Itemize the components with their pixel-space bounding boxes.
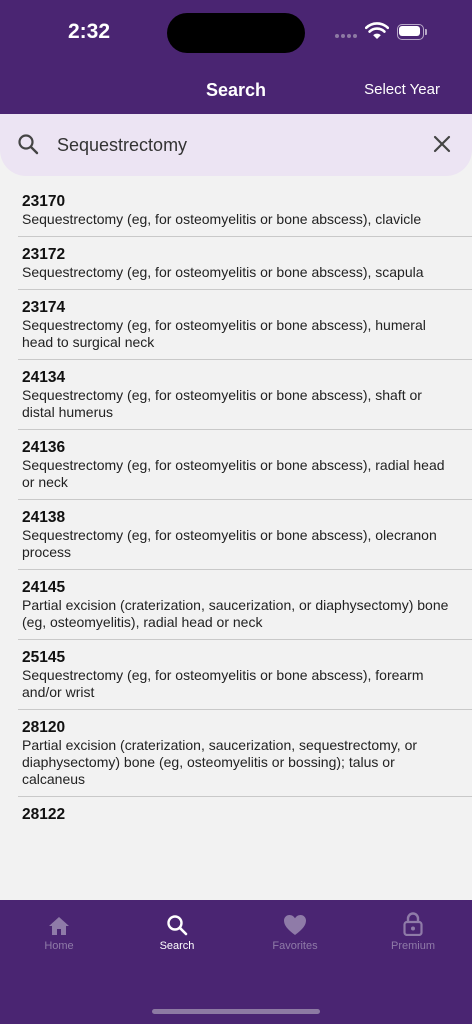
- result-code: 24134: [22, 369, 66, 386]
- result-description: Sequestrectomy (eg, for osteomyelitis or bone abscess), scapula: [22, 264, 424, 280]
- header: [0, 0, 472, 114]
- lock-icon: [403, 912, 423, 936]
- select-year-button[interactable]: Select Year: [364, 81, 440, 98]
- result-code: 23170: [22, 193, 66, 210]
- home-icon: [48, 916, 70, 936]
- tab-label: Search: [159, 940, 195, 952]
- result-description: Sequestrectomy (eg, for osteomyelitis or bone abscess), forearm and/or wrist: [22, 667, 424, 700]
- result-row[interactable]: [18, 290, 472, 360]
- result-row[interactable]: [18, 360, 472, 430]
- result-code: 28122: [22, 806, 66, 823]
- wifi-icon: [365, 22, 389, 40]
- result-description: Sequestrectomy (eg, for osteomyelitis or bone abscess), humeral head to surgical neck: [22, 317, 426, 350]
- result-code: 24138: [22, 509, 66, 526]
- dynamic-island: [167, 13, 305, 53]
- tab-premium[interactable]: [354, 910, 472, 952]
- tab-search[interactable]: [118, 910, 236, 952]
- result-row[interactable]: [18, 430, 472, 500]
- result-row[interactable]: [18, 640, 472, 710]
- search-input[interactable]: [57, 134, 417, 156]
- result-code: 25145: [22, 649, 66, 666]
- status-time: 2:32: [68, 20, 111, 43]
- tab-favorites[interactable]: [236, 910, 354, 952]
- search-icon: [17, 133, 39, 155]
- battery-icon: [397, 24, 427, 40]
- tab-home[interactable]: [0, 910, 118, 952]
- tab-label: Home: [44, 940, 74, 952]
- result-description: Sequestrectomy (eg, for osteomyelitis or bone abscess), olecranon process: [22, 527, 437, 560]
- result-row[interactable]: [18, 184, 472, 237]
- result-row[interactable]: [18, 500, 472, 570]
- result-description: Sequestrectomy (eg, for osteomyelitis or bone abscess), shaft or distal humerus: [22, 387, 422, 420]
- result-code: 23172: [22, 246, 66, 263]
- tab-label: Premium: [390, 940, 435, 952]
- tab-label: Favorites: [272, 940, 318, 952]
- result-code: 23174: [22, 299, 66, 316]
- search-icon: [166, 914, 188, 936]
- clear-search-icon[interactable]: [432, 134, 452, 154]
- cellular-signal-icon: [335, 34, 359, 40]
- search-bar: [0, 114, 472, 176]
- result-description: Sequestrectomy (eg, for osteomyelitis or bone abscess), radial head or neck: [22, 457, 445, 490]
- result-description: Partial excision (craterization, saucerization, sequestrectomy, or diaphysectomy) bone (eg, osteomyelitis or bossing); talus or calcaneus: [22, 737, 418, 787]
- result-code: 24145: [22, 579, 66, 596]
- result-description: Partial excision (craterization, saucerization, or diaphysectomy) bone (eg, osteomyelitis), radial head or neck: [22, 597, 449, 630]
- tab-bar: [0, 900, 472, 1024]
- heart-icon: [283, 914, 307, 936]
- results-list: [0, 184, 472, 832]
- result-row[interactable]: [18, 797, 472, 832]
- result-row[interactable]: [18, 570, 472, 640]
- result-description: Sequestrectomy (eg, for osteomyelitis or bone abscess), clavicle: [22, 211, 422, 227]
- result-code: 24136: [22, 439, 66, 456]
- home-indicator: [152, 1009, 320, 1014]
- result-row[interactable]: [18, 237, 472, 290]
- page-title: Search: [205, 80, 267, 100]
- result-code: 28120: [22, 719, 66, 736]
- result-row[interactable]: [18, 710, 472, 797]
